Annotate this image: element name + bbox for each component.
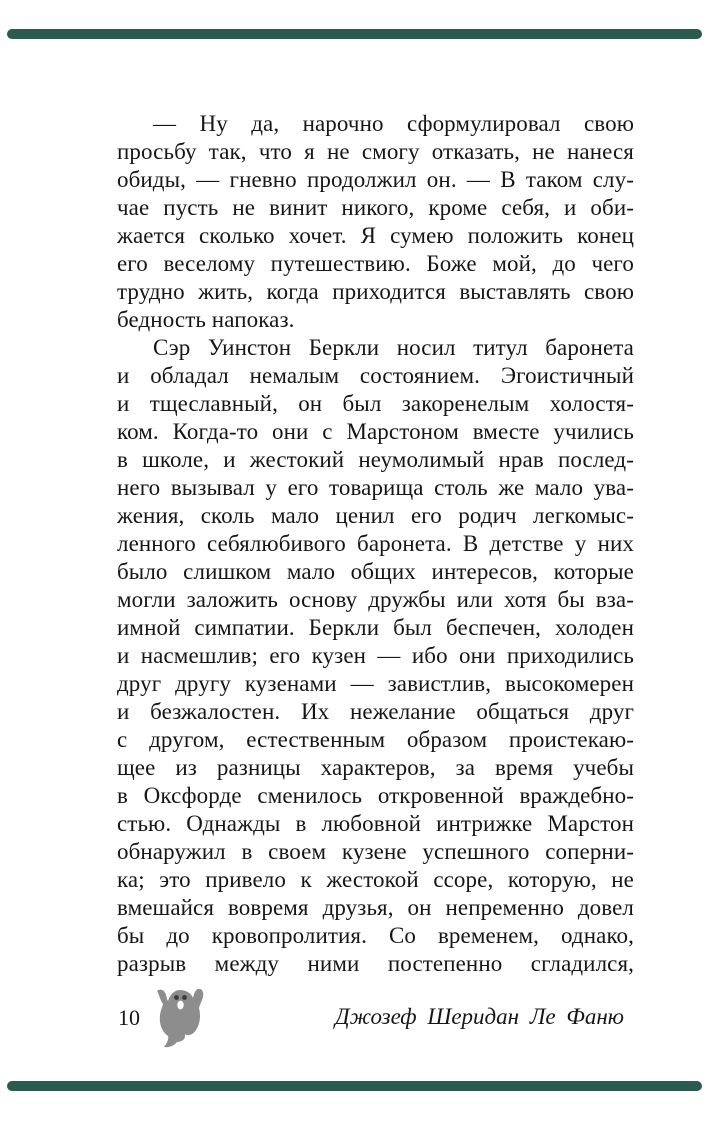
- ghost-icon-svg: [149, 984, 209, 1048]
- text-line: бы до кровопролития. Со временем, однако,: [117, 923, 634, 948]
- text-line: в Оксфорде сменилось откровенной враждебно-: [117, 783, 634, 808]
- text-line: друг другу кузенами — завистлив, высокомерен: [117, 671, 634, 696]
- text-line: стью. Однажды в любовной интрижке Марстон: [117, 811, 634, 836]
- body-text: [117, 110, 634, 978]
- text-line: вмешайся вовремя друзья, он непременно довел: [117, 895, 634, 920]
- text-line: могли заложить основу дружбы или хотя бы вза-: [117, 587, 634, 612]
- text-line: и тщеславный, он был закоренелым холостя-: [117, 391, 634, 416]
- text-line: имной симпатии. Беркли был беспечен, холоден: [117, 615, 634, 640]
- author-name: Джозеф Шеридан Ле Фаню: [335, 1004, 624, 1029]
- text-line: Сэр Уинстон Беркли носил титул баронета: [153, 335, 634, 360]
- text-line: просьбу так, что я не смогу отказать, не нанеся: [117, 139, 634, 164]
- ghost-icon: [149, 984, 209, 1048]
- text-line: было слишком мало общих интересов, которые: [117, 559, 634, 584]
- text-line: щее из разницы характеров, за время учебы: [117, 755, 634, 780]
- bottom-decoration-bar: [7, 1081, 702, 1091]
- text-line: с другом, естественным образом проистекаю-: [117, 727, 634, 752]
- text-line: него вызывал у его товарища столь же мало ува-: [117, 475, 634, 500]
- text-line: — Ну да, нарочно сформулировал свою: [153, 111, 634, 136]
- text-line: бедность напоказ.: [117, 307, 295, 332]
- text-line: разрыв между ними постепенно сгладился,: [117, 951, 634, 976]
- text-line: в школе, и жестокий неумолимый нрав послед-: [117, 447, 634, 472]
- text-line: обнаружил в своем кузене успешного соперни-: [117, 839, 634, 864]
- text-line: жается сколько хочет. Я сумею положить конец: [117, 223, 634, 248]
- text-line: и насмешлив; его кузен — ибо они приходились: [117, 643, 634, 668]
- text-line: жения, сколь мало ценил его родич легкомыс-: [117, 503, 634, 528]
- text-line: его веселому путешествию. Боже мой, до чего: [117, 251, 634, 276]
- text-line: обиды, — гневно продолжил он. — В таком слу-: [117, 167, 634, 192]
- text-line: и обладал немалым состоянием. Эгоистичный: [117, 363, 634, 388]
- text-line: чае пусть не винит никого, кроме себя, и оби-: [117, 195, 634, 220]
- top-decoration-bar: [7, 29, 702, 39]
- text-line: ком. Когда-то они с Марстоном вместе учились: [117, 419, 634, 444]
- page-number: 10: [118, 1005, 140, 1030]
- text-line: и безжалостен. Их нежелание общаться друг: [117, 699, 634, 724]
- text-line: ленного себялюбивого баронета. В детстве у них: [117, 531, 634, 556]
- text-line: трудно жить, когда приходится выставлять свою: [117, 279, 634, 304]
- text-line: ка; это привело к жестокой ссоре, которую, не: [117, 867, 634, 892]
